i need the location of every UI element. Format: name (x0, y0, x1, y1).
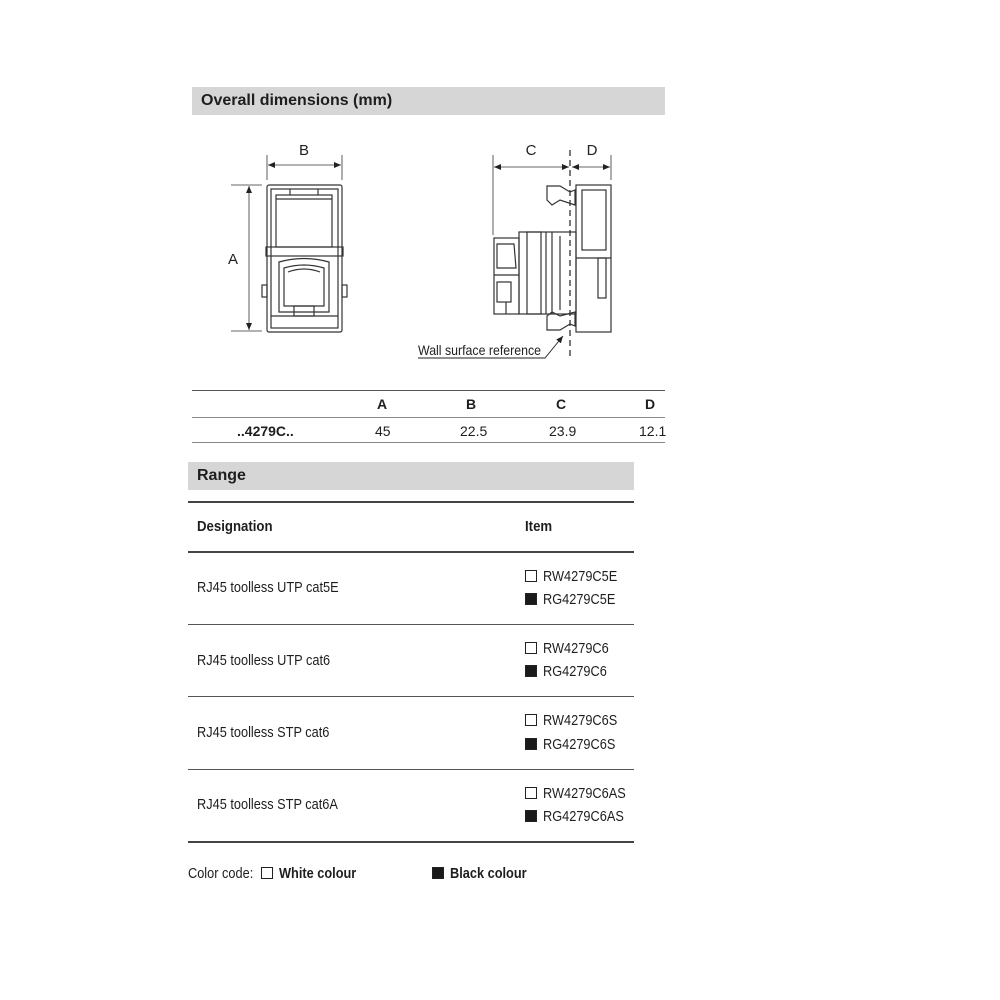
dim-value-a: 45 (375, 423, 391, 439)
black-square-icon (525, 593, 537, 605)
dim-header-a: A (377, 396, 388, 412)
range-table-top-rule (188, 501, 634, 503)
dimensions-section-title: Overall dimensions (mm) (201, 92, 393, 109)
dim-table-top-rule (192, 390, 665, 391)
white-square-icon (525, 570, 537, 582)
dim-table-mid-rule (192, 417, 665, 418)
label-b: B (298, 142, 310, 159)
black-square-icon (432, 867, 444, 879)
range-row-designation: RJ45 toolless STP cat6A (197, 797, 338, 813)
range-row-designation: RJ45 toolless UTP cat6 (197, 653, 331, 669)
black-square-icon (525, 665, 537, 677)
black-square-icon (525, 738, 537, 750)
side-view-drawing (493, 150, 611, 360)
dim-model-name: ..4279C.. (237, 423, 294, 439)
dim-header-b: B (466, 396, 477, 412)
range-row-black-item: RG4279C5E (525, 592, 625, 608)
label-c: C (525, 142, 537, 159)
dim-value-b: 22.5 (460, 423, 488, 439)
range-row-divider (188, 696, 634, 697)
range-row-white-item: RW4279C6S (525, 713, 627, 729)
white-square-icon (525, 642, 537, 654)
dim-header-c: C (556, 396, 567, 412)
range-table-bottom-rule (188, 841, 634, 843)
range-row-divider (188, 769, 634, 770)
label-d: D (586, 142, 598, 159)
color-code-white: White colour (261, 866, 367, 882)
range-row-designation: RJ45 toolless STP cat6 (197, 725, 330, 741)
range-row-white-item: RW4279C6AS (525, 786, 637, 802)
range-row-black-item: RG4279C6AS (525, 809, 635, 825)
range-row-black-item: RG4279C6S (525, 737, 625, 753)
white-square-icon (261, 867, 273, 879)
front-view-drawing (231, 155, 347, 332)
dim-header-d: D (645, 396, 656, 412)
range-section-title: Range (197, 467, 246, 484)
dimension-drawing (0, 0, 1000, 380)
range-row-white-item: RW4279C6 (525, 641, 618, 657)
range-section-header (188, 462, 634, 490)
range-col-designation: Designation (197, 518, 273, 535)
dim-value-c: 23.9 (549, 423, 577, 439)
dim-value-d: 12.1 (639, 423, 667, 439)
white-square-icon (525, 714, 537, 726)
range-col-item: Item (525, 518, 553, 535)
white-square-icon (525, 787, 537, 799)
label-a: A (227, 251, 239, 268)
range-row-designation: RJ45 toolless UTP cat5E (197, 580, 339, 596)
range-row-divider (188, 624, 634, 625)
range-table-header-rule (188, 551, 634, 553)
color-code-label: Color code: (188, 866, 254, 882)
black-square-icon (525, 810, 537, 822)
dim-table-bottom-rule (192, 442, 665, 443)
wall-surface-reference-label: Wall surface reference (418, 342, 542, 358)
color-code-black: Black colour (432, 866, 537, 882)
range-row-black-item: RG4279C6 (525, 664, 616, 680)
range-row-white-item: RW4279C5E (525, 569, 627, 585)
